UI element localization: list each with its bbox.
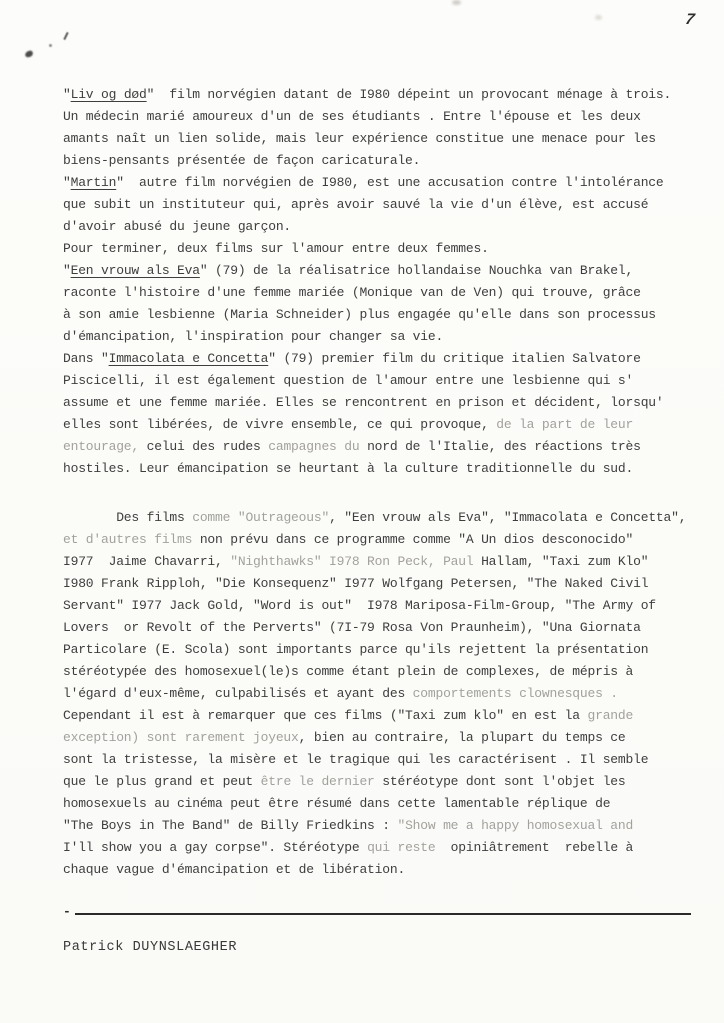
paragraphs-container — [63, 84, 703, 881]
text-segment: hostiles. Leur émancipation se heurtant à la culture traditionnelle du sud. — [63, 461, 634, 476]
text-line — [63, 551, 703, 573]
paragraph-2 — [63, 507, 703, 881]
signature: Patrick DUYNSLAEGHER — [63, 940, 238, 955]
text-segment: Servant" I977 Jack Gold, "Word is out" I978 Mariposa-Film-Group, "The Army of — [63, 598, 656, 613]
text-segment: homosexuels au cinéma peut être résumé dans cette lamentable réplique de — [63, 796, 611, 811]
document-body — [63, 84, 703, 959]
text-segment: l'égard d'eux-même, culpabilisés et ayant des — [63, 686, 413, 701]
page-number: 7 — [683, 11, 697, 29]
text-line — [63, 238, 703, 260]
text-line — [63, 815, 703, 837]
text-segment: sont la tristesse, la misère et le tragique qui les caractérisent . Il semble — [63, 752, 649, 767]
text-segment: "Nighthawks" I978 Ron Peck, Paul — [230, 554, 482, 569]
text-segment: d'émancipation, l'inspiration pour changer sa vie. — [63, 329, 444, 344]
text-segment: exception) sont rarement joyeux — [63, 730, 299, 745]
text-segment: elles sont libérées, de vivre ensemble, ce qui provoque, — [63, 417, 497, 432]
text-line — [63, 639, 703, 661]
text-segment: Un médecin marié amoureux d'un de ses étudiants . Entre l'épouse et les deux — [63, 109, 641, 124]
text-segment: " (79) de la réalisatrice hollandaise Nouchka van Brakel, — [199, 263, 634, 278]
text-segment: , bien au contraire, la plupart du temps ce — [298, 730, 626, 745]
text-line — [63, 661, 703, 683]
text-line — [63, 749, 703, 771]
text-segment: que le plus grand et peut — [63, 774, 261, 789]
underlined-title: Martin — [70, 175, 117, 190]
text-segment: Piscicelli, il est également question de l'amour entre une lesbienne qui s' — [63, 373, 634, 388]
text-line — [63, 194, 703, 216]
text-segment: Hallam, "Taxi zum Klo" — [481, 554, 649, 569]
text-line — [63, 595, 703, 617]
text-line — [63, 617, 703, 639]
text-segment: entourage, — [63, 439, 140, 454]
text-segment: Lovers or Revolt of the Perverts" (7I-79 Rosa Von Praunheim), "Una Giornata — [63, 620, 641, 635]
text-line — [63, 529, 703, 551]
text-line — [63, 683, 703, 705]
text-segment: " film norvégien datant de I980 dépeint un provocant ménage à trois. — [146, 87, 672, 102]
text-line — [63, 705, 703, 727]
text-line — [63, 771, 703, 793]
underlined-title: Een vrouw als Eva — [70, 263, 200, 278]
text-line — [63, 859, 703, 881]
text-segment: Particolare (E. Scola) sont importants parce qu'ils rejettent la présentation — [63, 642, 649, 657]
text-line — [63, 348, 703, 370]
text-segment: " — [63, 175, 71, 190]
text-line — [63, 436, 703, 458]
text-line — [63, 793, 703, 815]
text-line — [63, 837, 703, 859]
text-line — [63, 84, 703, 106]
scan-smudge — [595, 15, 602, 20]
text-segment: I980 Frank Ripploh, "Die Konsequenz" I977 Wolfgang Petersen, "The Naked Civil — [63, 576, 649, 591]
text-segment: I'll show you a gay corpse". Stéréotype — [63, 840, 368, 855]
pencil-mark-dot — [49, 44, 52, 47]
text-segment: qui reste — [367, 840, 436, 855]
text-line — [63, 507, 703, 529]
text-segment: opiniâtrement rebelle à — [435, 840, 634, 855]
text-line — [63, 304, 703, 326]
underlined-title: Liv og død — [70, 87, 147, 102]
text-line — [63, 573, 703, 595]
text-segment: être le dernier — [260, 774, 375, 789]
text-segment: que subit un instituteur qui, après avoir sauvé la vie d'un élève, est accusé — [63, 197, 649, 212]
text-segment: Pour terminer, deux films sur l'amour entre deux femmes. — [63, 241, 489, 256]
text-segment: et d'autres films — [63, 532, 193, 547]
text-line — [63, 414, 703, 436]
text-line — [63, 172, 703, 194]
text-segment: grande — [587, 708, 634, 723]
text-segment: "Show me a happy homosexual and — [397, 818, 634, 833]
scan-smudge — [452, 0, 461, 5]
text-line — [63, 326, 703, 348]
text-segment: Cependant il est à remarquer que ces films ("Taxi zum klo" en est la — [63, 708, 588, 723]
text-line — [63, 128, 703, 150]
text-segment: , "Een vrouw als Eva", "Immacolata e Concetta", — [329, 510, 687, 525]
text-line — [63, 727, 703, 749]
text-line — [63, 216, 703, 238]
text-segment: Des films — [63, 510, 193, 525]
text-segment: stéréotype dont sont l'objet les — [374, 774, 626, 789]
divider-line — [75, 913, 691, 915]
pencil-mark-blob — [24, 50, 33, 58]
text-segment: chaque vague d'émancipation et de libération. — [63, 862, 406, 877]
text-segment: " — [63, 263, 71, 278]
text-segment: nord de l'Italie, des réactions très — [359, 439, 641, 454]
text-segment: " (79) premier film du critique italien Salvatore — [268, 351, 641, 366]
text-line — [63, 106, 703, 128]
text-line — [63, 458, 703, 480]
text-segment: "The Boys in The Band" de Billy Friedkins : — [63, 818, 398, 833]
text-segment: campagnes du — [268, 439, 360, 454]
text-segment: " autre film norvégien de I980, est une accusation contre l'intolérance — [116, 175, 664, 190]
text-segment: assume et une femme mariée. Elles se rencontrent en prison et décident, lorsqu' — [63, 395, 664, 410]
text-segment: I977 Jaime Chavarri, — [63, 554, 231, 569]
text-segment: amants naît un lien solide, mais leur expérience constitue une menace pour les — [63, 131, 656, 146]
text-line — [63, 260, 703, 282]
text-segment: celui des rudes — [139, 439, 269, 454]
text-segment: stéréotypée des homosexuel(le)s comme étant plein de complexes, de mépris à — [63, 664, 634, 679]
paragraph-1 — [63, 84, 703, 480]
text-segment: biens-pensants présentée de façon caricaturale. — [63, 153, 421, 168]
text-segment: non prévu dans ce programme comme "A Un dios desconocido" — [192, 532, 634, 547]
text-segment: Dans " — [63, 351, 109, 366]
text-segment: de la part de leur — [496, 417, 634, 432]
text-segment: d'avoir abusé du jeune garçon. — [63, 219, 292, 234]
text-segment: comportements clownesques . — [412, 686, 618, 701]
text-segment: comme "Outrageous" — [192, 510, 330, 525]
text-segment: à son amie lesbienne (Maria Schneider) plus engagée qu'elle dans son processus — [63, 307, 656, 322]
pencil-mark-tick — [63, 32, 68, 40]
text-line — [63, 370, 703, 392]
text-line — [63, 282, 703, 304]
text-segment: raconte l'histoire d'une femme mariée (Monique van de Ven) qui trouve, grâce — [63, 285, 641, 300]
text-line — [63, 392, 703, 414]
text-segment: " — [63, 87, 71, 102]
underlined-title: Immacolata e Concetta — [108, 351, 269, 366]
text-line — [63, 150, 703, 172]
closing-divider — [63, 904, 691, 919]
divider-dash: - — [63, 904, 71, 919]
